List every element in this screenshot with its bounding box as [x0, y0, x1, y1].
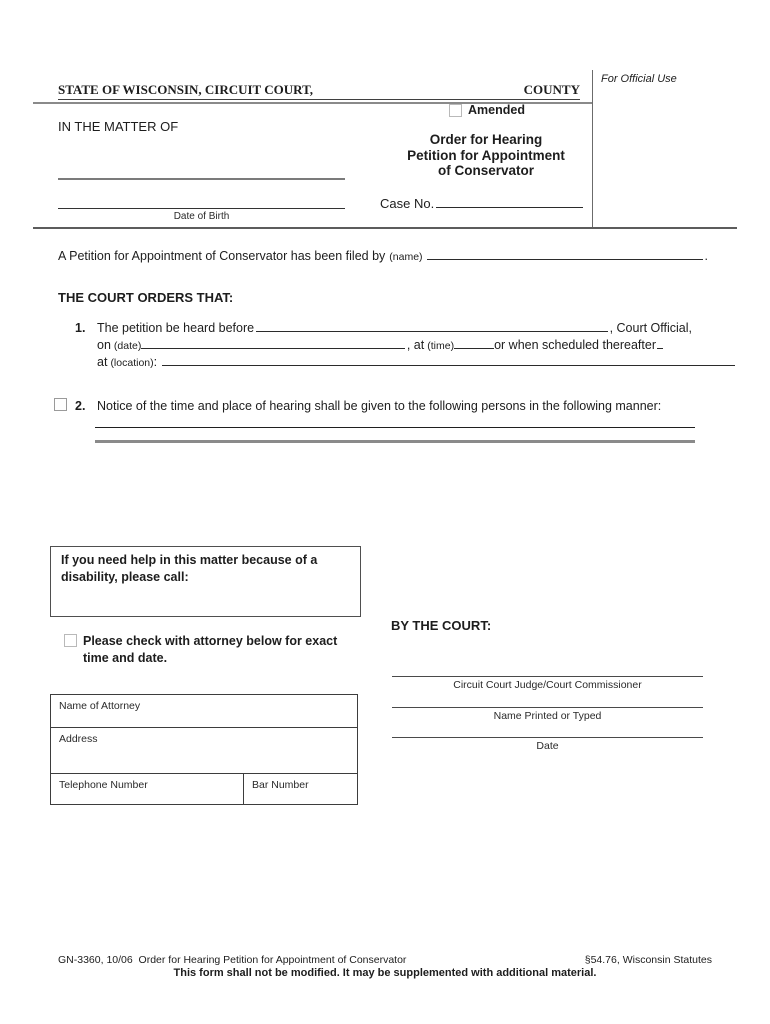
item1-comma-at: , at — [406, 338, 425, 352]
footer-form-id: GN-3360, 10/06 Order for Hearing Petition for Appointment of Conservator — [58, 954, 407, 966]
case-no-row — [380, 196, 585, 211]
state-court-label: STATE OF WISCONSIN, CIRCUIT COURT, — [58, 82, 314, 97]
item1-line2 — [97, 338, 663, 352]
item1-official-field[interactable] — [256, 331, 608, 332]
footer-notice: This form shall not be modified. It may be supplemented with additional material. — [173, 967, 597, 979]
amended-label: Amended — [468, 103, 525, 117]
item1-at-label: at — [97, 355, 108, 369]
item1-time-field[interactable] — [454, 348, 494, 349]
judge-signature-label: Circuit Court Judge/Court Commissioner — [453, 679, 642, 691]
matter-name-field[interactable] — [58, 178, 345, 180]
item1-date-hint: (date) — [113, 340, 142, 352]
amended-checkbox[interactable] — [449, 104, 462, 117]
item1-line1 — [97, 321, 692, 335]
item2-manner-field-1[interactable] — [95, 427, 695, 428]
item2-number: 2. — [75, 399, 86, 413]
item2-text: Notice of the time and place of hearing shall be given to the following persons in the following manner: — [97, 399, 662, 413]
item1-on-label: on — [97, 338, 111, 352]
name-printed-field[interactable] — [392, 707, 703, 708]
amended-row — [449, 103, 525, 117]
name-printed-label: Name Printed or Typed — [493, 710, 602, 722]
petition-filed-text: A Petition for Appointment of Conservator has been filed by — [58, 249, 386, 263]
in-matter-of-label: IN THE MATTER OF — [58, 119, 179, 134]
disability-help-box — [50, 546, 361, 617]
petition-filed-row — [58, 249, 708, 263]
disability-help-text: If you need help in this matter because of a disability, please call: — [61, 553, 318, 584]
petition-name-field[interactable] — [427, 259, 703, 260]
attorney-info-table — [50, 694, 358, 805]
item1-line1-post: , Court Official, — [609, 321, 692, 335]
form-title-line3: of Conservator — [437, 163, 535, 178]
form-title — [378, 132, 594, 179]
item1-line2-tail-underscore — [657, 348, 663, 349]
by-the-court-label: BY THE COURT: — [391, 618, 492, 633]
item1-line1-pre: The petition be heard before — [97, 321, 255, 335]
attorney-phone-bar-row — [51, 774, 357, 804]
attorney-name-label: Name of Attorney — [59, 700, 141, 712]
form-title-line2: Petition for Appointment — [407, 147, 565, 163]
attorney-name-cell[interactable] — [51, 695, 357, 728]
item1-number: 1. — [75, 321, 86, 335]
attorney-address-cell[interactable] — [51, 728, 357, 774]
petition-period: . — [704, 249, 708, 263]
footer-statute: §54.76, Wisconsin Statutes — [584, 954, 712, 966]
signature-date-label: Date — [536, 740, 559, 752]
item1-location-hint: (location) — [110, 357, 154, 369]
item1-line3 — [97, 355, 737, 369]
official-use-label: For Official Use — [601, 73, 677, 85]
judge-signature-field[interactable] — [392, 676, 703, 677]
item1-date-field[interactable] — [141, 348, 405, 349]
signature-date-field[interactable] — [392, 737, 703, 738]
item2-checkbox[interactable] — [54, 398, 67, 411]
court-header-line — [58, 82, 580, 100]
item1-location-colon: : — [153, 355, 158, 369]
item1-time-hint: (time) — [427, 340, 455, 352]
case-no-field[interactable] — [436, 207, 583, 208]
attorney-phone-cell[interactable] — [51, 774, 244, 804]
court-orders-heading: THE COURT ORDERS THAT: — [58, 290, 234, 305]
form-title-line1: Order for Hearing — [429, 132, 543, 147]
date-of-birth-field[interactable] — [58, 208, 345, 209]
item1-location-field[interactable] — [162, 365, 735, 366]
item1-line2-post: or when scheduled thereafter — [494, 338, 656, 352]
attorney-check-row — [64, 633, 363, 667]
attorney-bar-cell[interactable] — [244, 774, 357, 804]
item2-manner-field-2[interactable] — [95, 440, 695, 443]
attorney-checkbox[interactable] — [64, 634, 77, 647]
case-no-label: Case No. — [380, 196, 435, 211]
header-bottom-rule — [33, 227, 737, 229]
petition-name-hint: (name) — [389, 251, 423, 263]
attorney-check-text: Please check with attorney below for exact time and date. — [83, 634, 338, 665]
attorney-phone-label: Telephone Number — [59, 779, 148, 791]
county-label: COUNTY — [523, 82, 580, 97]
attorney-bar-label: Bar Number — [252, 779, 309, 791]
date-of-birth-label: Date of Birth — [173, 211, 230, 222]
attorney-address-label: Address — [59, 733, 98, 745]
